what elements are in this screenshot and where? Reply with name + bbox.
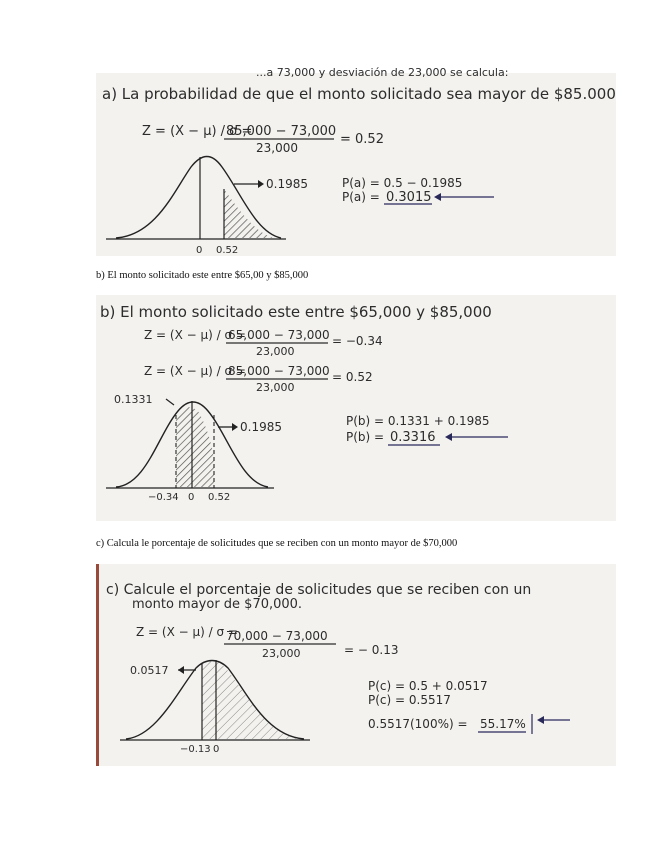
heading-c-line2: monto mayor de $70,000. xyxy=(132,597,303,612)
heading-b: b) El monto solicitado este entre $65,000 y $85,000 xyxy=(100,303,492,321)
axis-left-c: −0.13 xyxy=(180,744,211,755)
z-result-c: = − 0.13 xyxy=(344,643,399,657)
result-value-a: 0.3015 xyxy=(386,190,432,205)
z2-result-b: = 0.52 xyxy=(332,370,373,384)
z1-denominator-b: 23,000 xyxy=(256,345,295,358)
z2-numerator-b: 85,000 − 73,000 xyxy=(228,364,330,378)
z2-denominator-b: 23,000 xyxy=(256,381,295,394)
area-label-a: 0.1985 xyxy=(266,177,308,191)
axis-right-b: 0.52 xyxy=(208,492,231,503)
z2-formula-b: Z = (X − μ) / σ = xyxy=(144,364,246,378)
solution-photo-b xyxy=(96,295,616,521)
axis-zero-c: 0 xyxy=(213,744,220,755)
photo-edge-c xyxy=(96,564,99,766)
z-numerator-a: 85,000 − 73,000 xyxy=(226,124,337,139)
result-value-c: 55.17% xyxy=(480,717,526,731)
result-value-b: 0.3316 xyxy=(390,430,436,445)
result-prefix-a: P(a) = xyxy=(342,190,380,204)
axis-zero-a: 0 xyxy=(196,245,203,256)
handwritten-solution-a xyxy=(96,66,616,256)
result-line1-a: P(a) = 0.5 − 0.1985 xyxy=(342,176,463,190)
result-line1-c: P(c) = 0.5 + 0.0517 xyxy=(368,679,488,693)
pointer-arrow-b xyxy=(445,433,452,441)
arrow-head-a xyxy=(258,180,264,188)
z-numerator-c: 70,000 − 73,000 xyxy=(226,629,328,643)
z-result-a: = 0.52 xyxy=(340,132,384,147)
cut-off-text: ...a 73,000 y desviación de 23,000 se calcula: xyxy=(256,66,509,79)
z1-result-b: = −0.34 xyxy=(332,334,383,348)
axis-z-a: 0.52 xyxy=(216,245,239,256)
z-denominator-c: 23,000 xyxy=(262,647,301,660)
z1-numerator-b: 65,000 − 73,000 xyxy=(228,328,330,342)
solution-photo-a xyxy=(96,66,616,256)
handwritten-solution-c xyxy=(96,564,616,766)
shaded-area-b xyxy=(176,407,214,487)
axis-left-b: −0.34 xyxy=(148,492,179,503)
right-arrow-head-b xyxy=(232,423,238,431)
z1-formula-b: Z = (X − μ) / σ = xyxy=(144,328,246,342)
heading-c-line1: c) Calcule el porcentaje de solicitudes que se reciben con un xyxy=(106,582,532,598)
left-area-label-b: 0.1331 xyxy=(114,393,153,406)
caption-b: b) El monto solicitado este entre $65,00 y $85,000 xyxy=(96,270,309,281)
area-label-c: 0.0517 xyxy=(130,664,169,677)
pointer-arrow-c xyxy=(537,716,544,724)
arrow-head-c xyxy=(178,666,184,674)
result-prefix-c: 0.5517(100%) = xyxy=(368,717,468,731)
handwritten-solution-b xyxy=(96,295,616,521)
left-arrow-line-b xyxy=(166,399,174,405)
shaded-area-c xyxy=(202,662,301,740)
pointer-arrow-a xyxy=(434,193,441,201)
solution-photo-c xyxy=(96,564,616,766)
axis-zero-b: 0 xyxy=(188,492,195,503)
z-formula-a: Z = (X − μ) / σ = xyxy=(142,124,253,139)
bell-curve-a xyxy=(116,157,281,239)
caption-c: c) Calcula le porcentaje de solicitudes que se reciben con un monto mayor de $70,000 xyxy=(96,538,458,549)
heading-a: a) La probabilidad de que el monto solicitado sea mayor de $85.000 xyxy=(102,85,616,103)
right-area-label-b: 0.1985 xyxy=(240,420,282,434)
z-denominator-a: 23,000 xyxy=(256,141,298,155)
result-line2-c: P(c) = 0.5517 xyxy=(368,693,451,707)
z-formula-c: Z = (X − μ) / σ = xyxy=(136,625,238,639)
result-prefix-b: P(b) = xyxy=(346,430,385,444)
result-line1-b: P(b) = 0.1331 + 0.1985 xyxy=(346,414,490,428)
